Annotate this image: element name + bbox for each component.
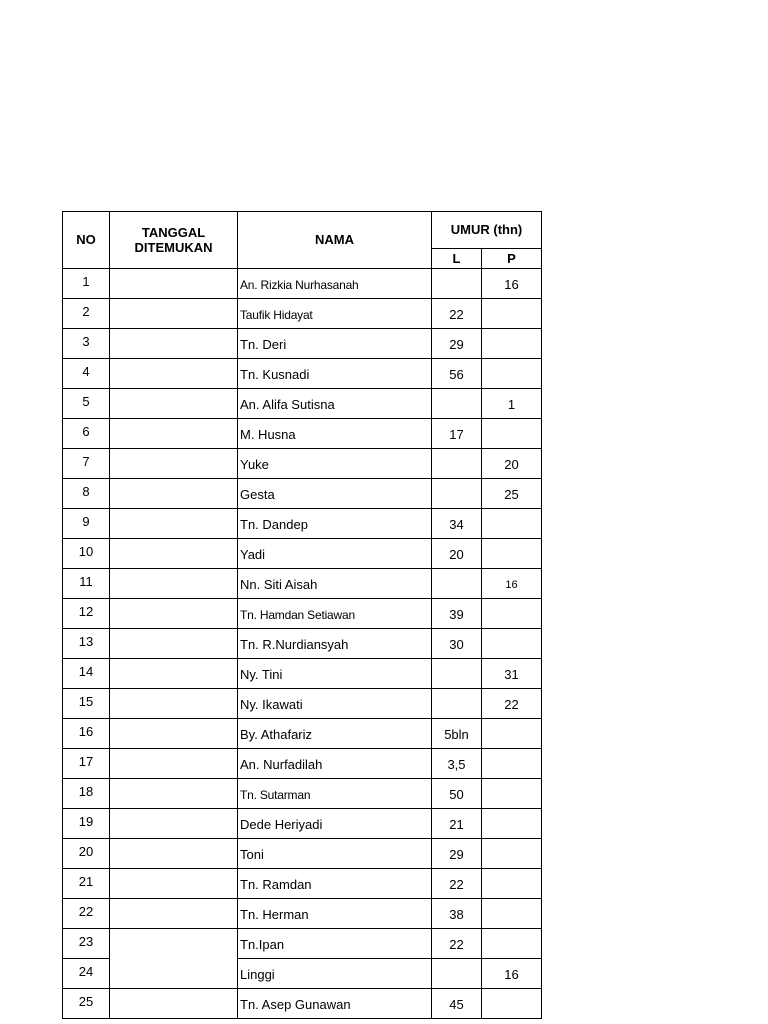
cell-no: 14	[63, 659, 110, 689]
cell-nama: Ny. Ikawati	[238, 689, 432, 719]
cell-tanggal	[110, 899, 238, 929]
cell-nama: An. Alifa Sutisna	[238, 389, 432, 419]
cell-umur-p	[482, 359, 542, 389]
cell-umur-p	[482, 899, 542, 929]
cell-umur-p	[482, 599, 542, 629]
cell-umur-l: 3,5	[432, 749, 482, 779]
cell-nama: Ny. Tini	[238, 659, 432, 689]
cell-no: 2	[63, 299, 110, 329]
cell-umur-p	[482, 839, 542, 869]
header-umur-l: L	[432, 249, 482, 269]
cell-umur-l: 29	[432, 839, 482, 869]
cell-nama: Tn. Ramdan	[238, 869, 432, 899]
cell-no: 22	[63, 899, 110, 929]
cell-umur-p	[482, 539, 542, 569]
cell-nama: M. Husna	[238, 419, 432, 449]
cell-tanggal	[110, 479, 238, 509]
table-row	[63, 599, 542, 629]
table-row	[63, 569, 542, 599]
cell-umur-l	[432, 689, 482, 719]
cell-nama: Tn. Deri	[238, 329, 432, 359]
cell-tanggal	[110, 719, 238, 749]
cell-tanggal	[110, 539, 238, 569]
cell-tanggal	[110, 629, 238, 659]
cell-no: 24	[63, 959, 110, 989]
cell-umur-l: 22	[432, 869, 482, 899]
cell-tanggal	[110, 389, 238, 419]
cell-nama: Gesta	[238, 479, 432, 509]
cell-umur-l: 30	[432, 629, 482, 659]
cell-umur-l	[432, 659, 482, 689]
cell-no: 18	[63, 779, 110, 809]
cell-nama: Nn. Siti Aisah	[238, 569, 432, 599]
cell-umur-l: 22	[432, 929, 482, 959]
cell-no: 17	[63, 749, 110, 779]
cell-umur-p	[482, 989, 542, 1019]
table-row	[63, 479, 542, 509]
cell-umur-p	[482, 719, 542, 749]
cell-no: 9	[63, 509, 110, 539]
cell-umur-p	[482, 809, 542, 839]
cell-umur-p: 16	[482, 269, 542, 299]
cell-umur-l	[432, 449, 482, 479]
cell-no: 4	[63, 359, 110, 389]
cell-tanggal	[110, 269, 238, 299]
cell-nama: Linggi	[238, 959, 432, 989]
cell-nama: Taufik Hidayat	[238, 299, 432, 329]
cell-umur-l: 34	[432, 509, 482, 539]
cell-tanggal	[110, 449, 238, 479]
cell-umur-p	[482, 749, 542, 779]
cell-nama: Tn. Hamdan Setiawan	[238, 599, 432, 629]
cell-nama: An. Nurfadilah	[238, 749, 432, 779]
cell-umur-l: 50	[432, 779, 482, 809]
cell-umur-p	[482, 869, 542, 899]
header-no: NO	[63, 212, 110, 269]
table-row	[63, 959, 542, 989]
cell-tanggal	[110, 509, 238, 539]
cell-umur-p	[482, 419, 542, 449]
table-row	[63, 269, 542, 299]
cell-tanggal	[110, 959, 238, 989]
cell-nama: Tn. Asep Gunawan	[238, 989, 432, 1019]
cell-umur-l: 17	[432, 419, 482, 449]
cell-umur-p	[482, 509, 542, 539]
cell-umur-p	[482, 929, 542, 959]
cell-tanggal	[110, 779, 238, 809]
table-row	[63, 539, 542, 569]
cell-umur-l: 21	[432, 809, 482, 839]
table-row	[63, 839, 542, 869]
cell-tanggal	[110, 419, 238, 449]
table-row	[63, 749, 542, 779]
cell-no: 15	[63, 689, 110, 719]
cell-tanggal	[110, 929, 238, 959]
cell-tanggal	[110, 359, 238, 389]
cell-umur-l	[432, 569, 482, 599]
table-row	[63, 989, 542, 1019]
cell-no: 19	[63, 809, 110, 839]
cell-umur-p: 1	[482, 389, 542, 419]
cell-no: 16	[63, 719, 110, 749]
cell-tanggal	[110, 749, 238, 779]
cell-nama: An. Rizkia Nurhasanah	[238, 269, 432, 299]
cell-nama: Yuke	[238, 449, 432, 479]
table-row	[63, 659, 542, 689]
header-tanggal-ditemukan: TANGGAL DITEMUKAN	[110, 212, 238, 269]
cell-umur-l: 38	[432, 899, 482, 929]
cell-tanggal	[110, 809, 238, 839]
cell-nama: Tn. Kusnadi	[238, 359, 432, 389]
cell-umur-l	[432, 269, 482, 299]
table-row	[63, 719, 542, 749]
table-row	[63, 329, 542, 359]
table-row	[63, 779, 542, 809]
table-row	[63, 809, 542, 839]
cell-no: 11	[63, 569, 110, 599]
cell-nama: Tn. Herman	[238, 899, 432, 929]
cell-umur-p	[482, 629, 542, 659]
cell-umur-p: 25	[482, 479, 542, 509]
cell-no: 1	[63, 269, 110, 299]
cell-tanggal	[110, 599, 238, 629]
table-row	[63, 509, 542, 539]
cell-nama: Tn.Ipan	[238, 929, 432, 959]
cell-no: 13	[63, 629, 110, 659]
table-row	[63, 899, 542, 929]
cell-nama: Yadi	[238, 539, 432, 569]
cell-nama: Tn. Dandep	[238, 509, 432, 539]
cell-no: 10	[63, 539, 110, 569]
cell-no: 3	[63, 329, 110, 359]
cell-umur-p	[482, 329, 542, 359]
cell-umur-l: 5bln	[432, 719, 482, 749]
cell-umur-p: 31	[482, 659, 542, 689]
cell-no: 23	[63, 929, 110, 959]
header-umur-p: P	[482, 249, 542, 269]
table-row	[63, 629, 542, 659]
cell-no: 12	[63, 599, 110, 629]
cell-no: 25	[63, 989, 110, 1019]
cell-tanggal	[110, 659, 238, 689]
cell-tanggal	[110, 569, 238, 599]
cell-no: 6	[63, 419, 110, 449]
cell-umur-l: 56	[432, 359, 482, 389]
cell-nama: Tn. R.Nurdiansyah	[238, 629, 432, 659]
cell-nama: Tn. Sutarman	[238, 779, 432, 809]
cell-nama: Dede Heriyadi	[238, 809, 432, 839]
cell-umur-p: 16	[482, 569, 542, 599]
table-row	[63, 689, 542, 719]
cell-umur-l: 22	[432, 299, 482, 329]
cell-umur-l: 20	[432, 539, 482, 569]
cell-no: 7	[63, 449, 110, 479]
cell-umur-p: 20	[482, 449, 542, 479]
table-row	[63, 419, 542, 449]
cell-tanggal	[110, 689, 238, 719]
cell-umur-l: 39	[432, 599, 482, 629]
cell-no: 21	[63, 869, 110, 899]
cell-nama: Toni	[238, 839, 432, 869]
cell-tanggal	[110, 329, 238, 359]
cell-no: 8	[63, 479, 110, 509]
data-table	[62, 211, 542, 1019]
table-row	[63, 359, 542, 389]
table-row	[63, 929, 542, 959]
cell-umur-p	[482, 779, 542, 809]
cell-tanggal	[110, 299, 238, 329]
cell-nama: By. Athafariz	[238, 719, 432, 749]
cell-no: 20	[63, 839, 110, 869]
cell-umur-l	[432, 479, 482, 509]
cell-umur-p: 22	[482, 689, 542, 719]
cell-no: 5	[63, 389, 110, 419]
table-row	[63, 449, 542, 479]
table-row	[63, 869, 542, 899]
cell-tanggal	[110, 839, 238, 869]
cell-umur-p: 16	[482, 959, 542, 989]
cell-tanggal	[110, 989, 238, 1019]
header-umur: UMUR (thn)	[432, 212, 542, 249]
cell-tanggal	[110, 869, 238, 899]
cell-umur-l	[432, 959, 482, 989]
cell-umur-l: 29	[432, 329, 482, 359]
cell-umur-l: 45	[432, 989, 482, 1019]
cell-umur-l	[432, 389, 482, 419]
header-nama: NAMA	[238, 212, 432, 269]
table-row	[63, 389, 542, 419]
cell-umur-p	[482, 299, 542, 329]
table-row	[63, 299, 542, 329]
